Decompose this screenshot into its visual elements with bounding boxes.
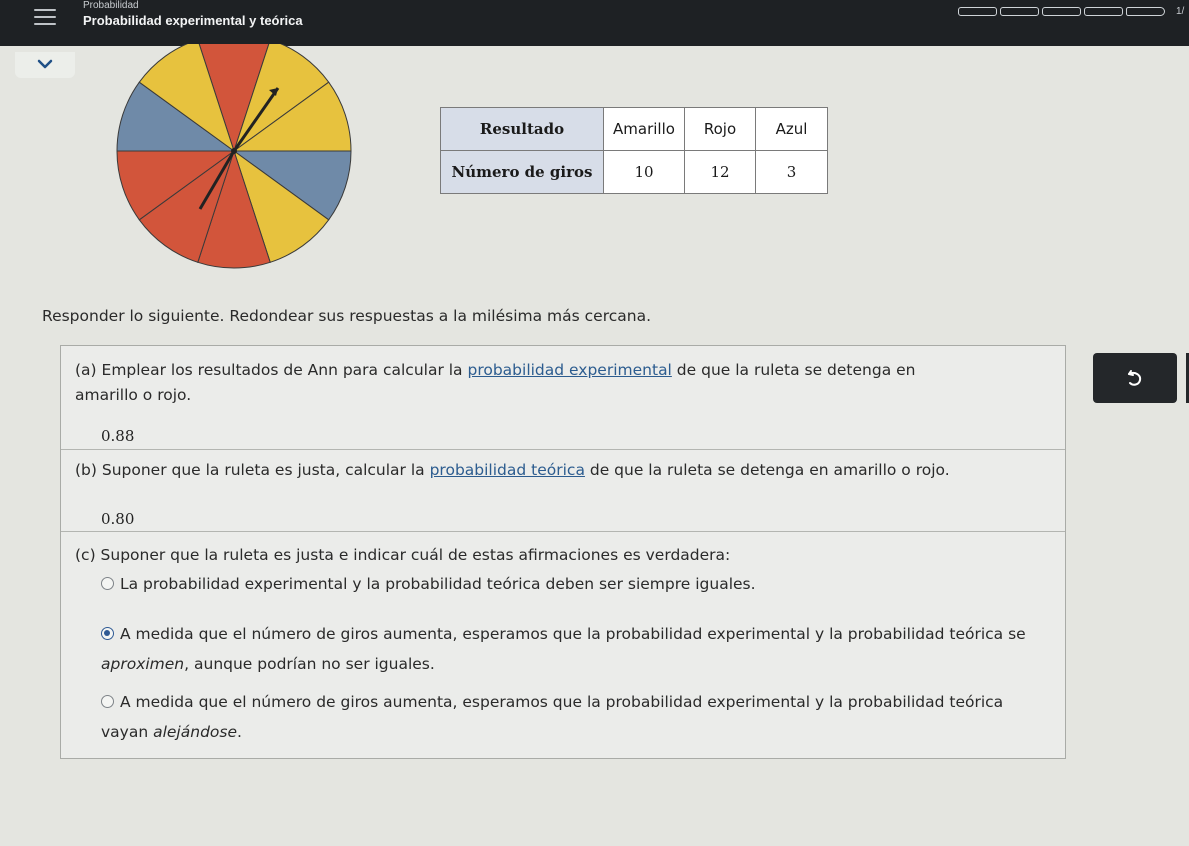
- option-1[interactable]: [101, 569, 1051, 599]
- part-b-suffix: de que la ruleta se detenga en amarillo o rojo.: [584, 461, 950, 479]
- undo-button[interactable]: [1093, 353, 1177, 403]
- option-1-text: La probabilidad experimental y la probabilidad teórica deben ser siempre iguales.: [120, 575, 756, 593]
- hamburger-menu-icon[interactable]: [34, 8, 56, 26]
- progress-segment: [1126, 7, 1165, 16]
- option-3[interactable]: [101, 687, 1051, 747]
- option-3-text: A medida que el número de giros aumenta, esperamos que la probabilidad experimental y la probabilidad teórica vayan: [101, 693, 1004, 741]
- progress-segment: [1042, 7, 1081, 16]
- part-a-prompt: [75, 358, 975, 408]
- experimental-probability-link[interactable]: probabilidad experimental: [467, 361, 672, 379]
- outcome-table: [440, 107, 828, 194]
- breadcrumb-topic: Probabilidad: [83, 0, 139, 11]
- table-row: [441, 108, 828, 151]
- undo-icon: [1126, 368, 1144, 388]
- option-2-tail: , aunque podrían no ser iguales.: [184, 655, 435, 673]
- part-b-prompt: [75, 458, 1065, 483]
- part-a-prefix: (a) Emplear los resultados de Ann para calcular la: [75, 361, 468, 379]
- page-title: Probabilidad experimental y teórica: [83, 13, 303, 28]
- option-2-radio[interactable]: [101, 627, 114, 640]
- part-b: [61, 450, 1065, 532]
- question-box: [60, 345, 1066, 759]
- table-row-header: Resultado: [441, 108, 604, 151]
- top-bar: [0, 0, 1189, 46]
- chevron-down-icon: [37, 58, 53, 70]
- table-cell: 3: [756, 151, 828, 194]
- table-row: [441, 151, 828, 194]
- part-c: [61, 532, 1065, 758]
- part-b-prefix: (b) Suponer que la ruleta es justa, calcular la: [75, 461, 430, 479]
- option-3-emphasis: alejándose: [153, 723, 237, 741]
- spinner-wheel: [112, 44, 362, 274]
- collapse-button[interactable]: [15, 52, 75, 78]
- part-a-answer[interactable]: 0.88: [101, 427, 135, 445]
- part-b-answer[interactable]: 0.80: [101, 510, 135, 528]
- progress-segment: [958, 7, 997, 16]
- table-row-header: Número de giros: [441, 151, 604, 194]
- part-a: [61, 346, 1065, 450]
- option-3-tail: .: [237, 723, 242, 741]
- option-1-radio[interactable]: [101, 577, 114, 590]
- progress-segment: [1084, 7, 1123, 16]
- table-col-amarillo: Amarillo: [604, 108, 685, 151]
- part-a-suffix: de que la ruleta se detenga en amarillo o rojo.: [75, 361, 916, 404]
- part-c-prompt: (c) Suponer que la ruleta es justa e indicar cuál de estas afirmaciones es verdadera:: [75, 546, 731, 564]
- option-2-text: A medida que el número de giros aumenta, esperamos que la probabilidad experimental y la probabilidad teórica se: [120, 625, 1026, 643]
- option-3-radio[interactable]: [101, 695, 114, 708]
- table-col-azul: Azul: [756, 108, 828, 151]
- progress-count: 1/: [1176, 6, 1185, 17]
- table-cell: 12: [685, 151, 756, 194]
- progress-indicator: [958, 7, 1165, 16]
- table-col-rojo: Rojo: [685, 108, 756, 151]
- theoretical-probability-link[interactable]: probabilidad teórica: [429, 461, 585, 479]
- table-cell: 10: [604, 151, 685, 194]
- progress-segment: [1000, 7, 1039, 16]
- option-2-emphasis: aproximen: [101, 655, 185, 673]
- instructions: Responder lo siguiente. Redondear sus respuestas a la milésima más cercana.: [42, 307, 651, 325]
- option-2[interactable]: [101, 619, 1051, 679]
